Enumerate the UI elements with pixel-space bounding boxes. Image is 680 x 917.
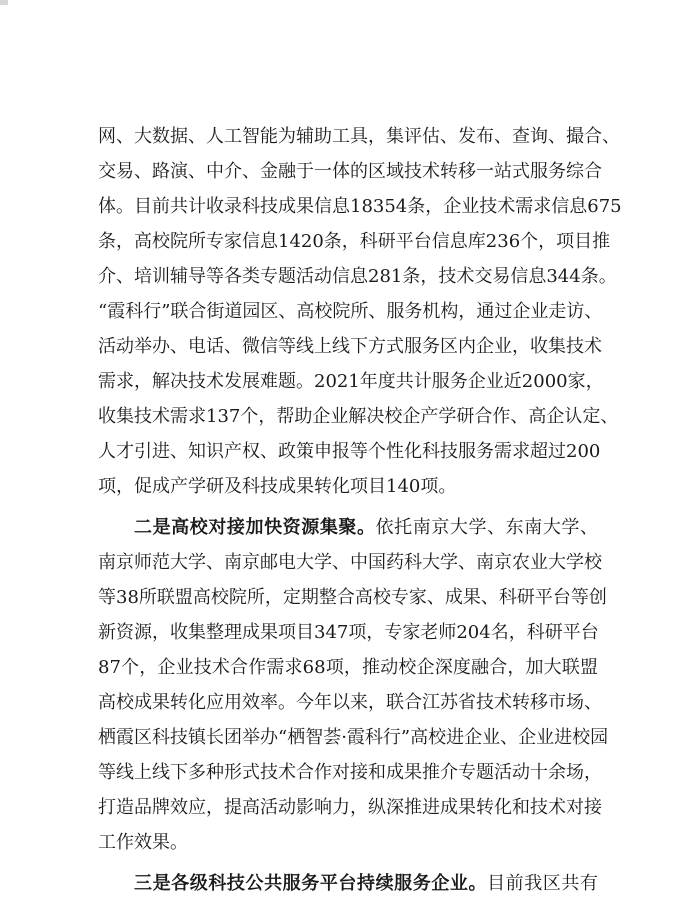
paragraph-lead-rest: 目前我区共有: [487, 873, 599, 894]
text-line: 介、培训辅导等各类专题活动信息281条，技术交易信息344条。: [98, 266, 617, 287]
document-body: [98, 119, 622, 901]
text-line: 收集技术需求137个，帮助企业解决校企产学研合作、高企认定、: [98, 406, 619, 427]
paragraph-lead-heading: 二是高校对接加快资源集聚。: [134, 517, 376, 538]
text-line: 南京师范大学、南京邮电大学、中国药科大学、南京农业大学校: [98, 552, 602, 573]
text-line: 人才引进、知识产权、政策申报等个性化科技服务需求超过200: [98, 441, 601, 462]
text-line: 体。目前共计收录科技成果信息18354条，企业技术需求信息675: [98, 196, 622, 217]
paragraph-1: [98, 119, 622, 504]
text-line: 活动举办、电话、微信等线上线下方式服务区内企业，收集技术: [98, 336, 602, 357]
text-line: 栖霞区科技镇长团举办“栖智荟·霞科行”高校进企业、企业进校园: [98, 727, 609, 748]
text-line: 87个，企业技术合作需求68项，推动校企深度融合，加大联盟: [98, 657, 598, 678]
text-line: 网、大数据、人工智能为辅助工具，集评估、发布、查询、撮合、: [98, 126, 620, 147]
paragraph-3: [98, 866, 598, 901]
text-line: 等38所联盟高校院所，定期整合高校专家、成果、科研平台等创: [98, 587, 607, 608]
text-line: 条，高校院所专家信息1420条，科研平台信息库236个，项目推: [98, 231, 611, 252]
text-line: 高校成果转化应用效率。今年以来，联合江苏省技术转移市场、: [98, 692, 602, 713]
text-line: 需求，解决技术发展难题。2021年度共计服务企业近2000家，: [98, 371, 604, 392]
paragraph-lead-heading: 三是各级科技公共服务平台持续服务企业。: [134, 873, 488, 894]
text-line: “霞科行”联合街道园区、高校院所、服务机构，通过企业走访、: [98, 301, 603, 322]
text-line-first: [98, 510, 598, 545]
paragraph-2: [98, 510, 609, 860]
text-line: 项，促成产学研及科技成果转化项目140项。: [98, 476, 457, 497]
text-line: 交易、路演、中介、金融于一体的区域技术转移一站式服务综合: [98, 161, 602, 182]
text-line: 工作效果。: [98, 832, 188, 853]
paragraph-lead-rest: 依托南京大学、东南大学、: [375, 517, 599, 538]
text-line: 打造品牌效应，提高活动影响力，纵深推进成果转化和技术对接: [98, 797, 602, 818]
text-line: 新资源，收集整理成果项目347项，专家老师204名，科研平台: [98, 622, 599, 643]
text-line: 等线上线下多种形式技术合作对接和成果推介专题活动十余场，: [98, 762, 602, 783]
scan-edge-mark: [0, 0, 8, 5]
text-line-first: [98, 866, 598, 901]
